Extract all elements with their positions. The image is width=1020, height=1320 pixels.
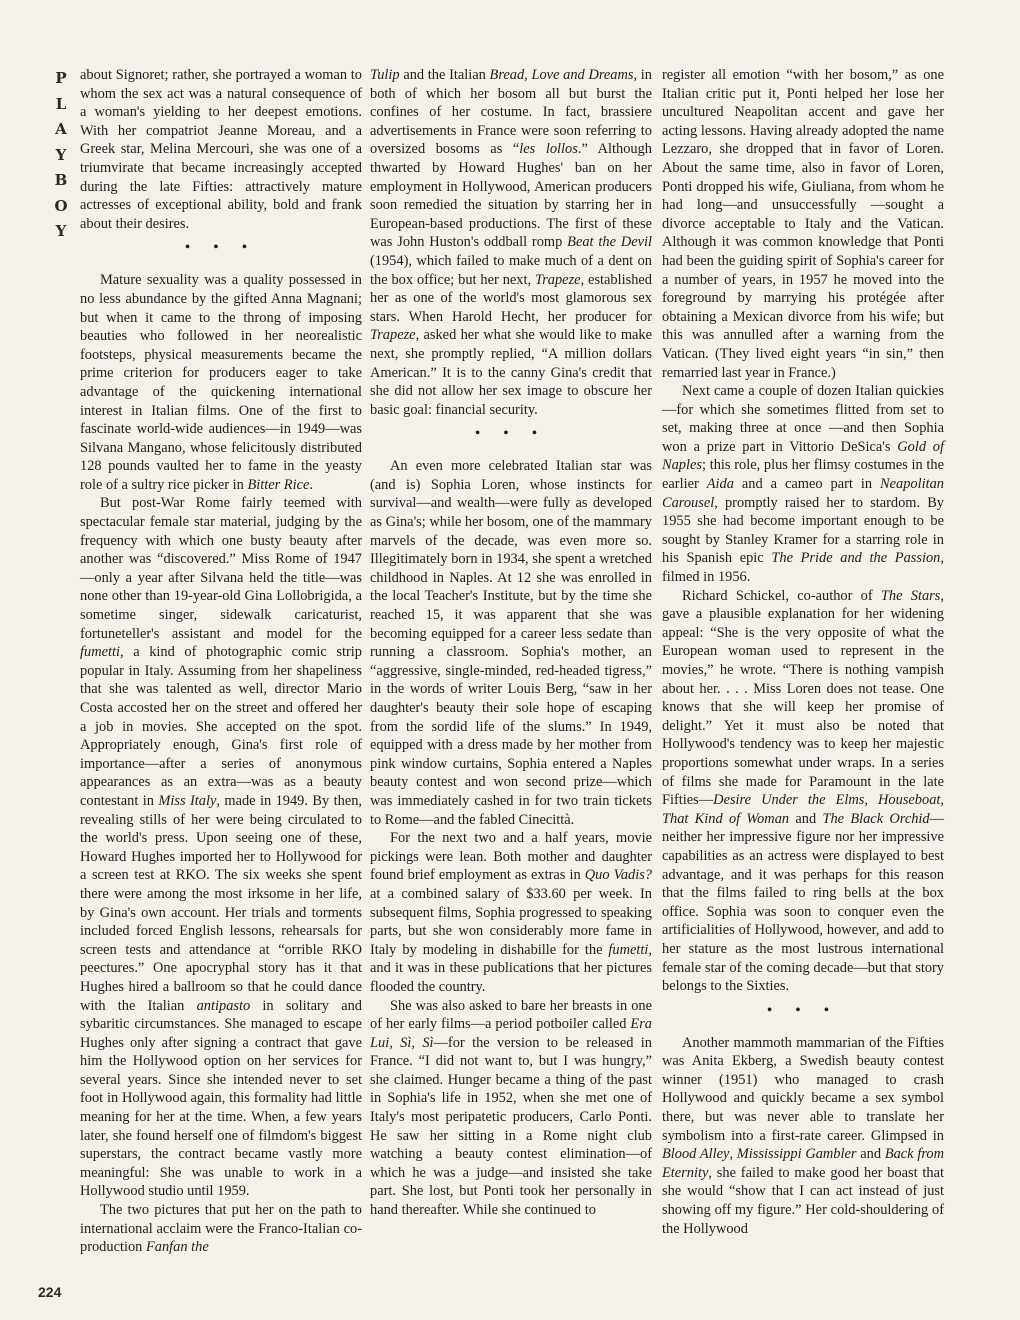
section-separator: • • • [767,1002,839,1018]
article-paragraph: register all emotion “with her bosom,” as one Italian critic put it, Ponti helped her lose her uncultured Neapolitan accent and gave her acting lessons. Having already adopted the name Lezzaro, she dropped that in favor of Loren. About the same time, also in favor of Loren, Ponti dropped his wife, Giuliana, from whom he had long—and unsuccessfully —sought a divorce acceptable to Italy and the Vatican. Although it was common knowledge that Ponti had been the guiding spirit of Sophia's career for a number of years, in 1957 he moved into the foreground by marrying his protégée after obtaining a Mexican divorce from his wife; but this was annulled after a warning from the Vatican. (They lived eight years “in sin,” then remarried last year in France.) [662,67,944,381]
page-number: 224 [38,1284,62,1300]
magazine-name-letter: P [55,69,67,87]
text-column-2 [370,66,652,1220]
magazine-name-letter: O [54,196,68,215]
text-column-1 [80,66,362,1257]
magazine-name-letter: B [54,171,68,189]
article-paragraph: Tulip and the Italian Bread, Love and Dreams, in both of which her bosom all but burst the confines of her costume. In fact, brassiere advertisements in France were soon referring to oversized bosoms as “les lollos.” Although thwarted by Howard Hughes' ban on her employment in Hollywood, American producers soon remedied the situation by starring her in European-based productions. The first of these was John Huston's oddball romp Beat the Devil (1954), which failed to make much of a dent on the box office; but her next, Trapeze, established her as one of the world's most glamorous sex stars. When Harold Hecht, her producer for Trapeze, asked her what she would like to make next, she promptly replied, “A million dollars American.” It is to the canny Gina's credit that she did not allow her sex image to obscure her basic goal: financial security. [370,67,653,418]
article-paragraph: But post-War Rome fairly teemed with spectacular female star material, judging by the frequency with which one busty beauty after another was “discovered.” Miss Rome of 1947—only a year after Silvana held the title—was none other than 19-year-old Gina Lollobrigida, a sometime singer, sidewalk caricaturist, fortuneteller's assistant and model for the fumetti, a kind of photographic comic strip popular in Italy. Assuming from her shapeliness that she was talented as well, director Mario Costa accosted her on the street and offered her a job in movies. She accepted on the spot. Appropriately enough, Gina's first role of importance—after a series of anonymous appearances as an extra—was as a beauty contestant in Miss Italy, made in 1949. By then, revealing stills of her were being circulated to the world's press. Upon seeing one of these, Howard Hughes imported her to Hollywood for a screen test at RKO. The six weeks she spent there were among the most irksome in her life, by Gina's own account. Her trials and torments included forced English lessons, rehearsals for screen tests and attendance at “orrible RKO peectures.” One apocryphal story has it that Hughes hired a ballroom so that he could dance with the Italian antipasto in solitary and sybaritic circumstances. She managed to escape Hughes only after signing a contract that gave him the Hollywood option on her services for several years. Since she intended never to set foot in Hollywood again, this formality had little meaning for her at the time. When, a few years later, she found herself one of filmdom's biggest superstars, the contract became vastly more meaningful: She was unable to work in a Hollywood studio until 1959. [80,495,362,1200]
article-paragraph: She was also asked to bare her breasts in one of her early films—a period potboiler called Era Lui, Sì, Sì—for the version to be released in France. “I did not want to, but I was hungry,” she claimed. Hunger became a thing of the past in Sophia's life in 1952, when she met one of Italy's most peripatetic producers, Carlo Ponti. He saw her sitting in a Rome night club watching a beauty contest elimination—of which he was a judge—and insisted she take part. She lost, but Ponti took her personally in hand thereafter. While she continued to [370,997,652,1219]
magazine-name-letter: Y [55,145,67,164]
magazine-name-letter: Y [55,222,67,240]
article-paragraph: The two pictures that put her on the path to international acclaim were the Franco-Italian co-production Fanfan the [80,1202,362,1256]
magazine-name-vertical [50,66,72,245]
text-column-3 [662,66,944,1238]
article-paragraph: Another mammoth mammarian of the Fifties was Anita Ekberg, a Swedish beauty contest winner (1951) who managed to crash Hollywood and quickly became a sex symbol there, but was never able to translate her symbolism into a first-rate career. Glimpsed in Blood Alley, Mississippi Gambler and Back from Eternity, she failed to make good her boast that she would “show that I can act instead of just showing off my figure.” Her cold-shouldering of the Hollywood [662,1034,944,1237]
section-separator: • • • [475,426,547,442]
magazine-name-letter: A [55,120,67,138]
section-separator: • • • [185,240,257,256]
article-paragraph: Richard Schickel, co-author of The Stars, gave a plausible explanation for her widening appeal: “She is the very opposite of what the European woman used to represent in the movies,” he wrote. “There is nothing vampish about her. . . . Miss Loren does not tease. One knows that she will keep her promise of delight.” Yet it must also be noted that Hollywood's tendency was to keep her majestic proportions somewhat under wraps. In a series of films she made for Paramount in the late Fifties—Desire Under the Elms, Houseboat, That Kind of Woman and The Black Orchid—neither her impressive figure nor her impressive capabilities as an actress were displayed to best advantage, and it was perhaps for this reason that the films failed to ring bells at the box office. Sophia was soon to conquer even the artificialities of Hollywood, however, and add to her stature as the most lustrous international female star of the coming decade—but that story belongs to the Sixties. [662,587,944,995]
article-paragraph: For the next two and a half years, movie pickings were lean. Both mother and daughter found brief employment as extras in Quo Vadis? at a combined salary of $33.60 per week. In subsequent films, Sophia progressed to speaking parts, but she won considerably more fame in Italy by modeling in dishabille for the fumetti, and it was in these publications that her pictures flooded the country. [370,830,652,995]
article-paragraph: An even more celebrated Italian star was (and is) Sophia Loren, whose instincts for survival—and wealth—were fully as developed as Gina's; while her bosom, one of the mammary marvels of the decade, was even more so. Illegitimately born in 1934, she spent a wretched childhood in Naples. At 12 she was enrolled in the local Teacher's Institute, but by the time she reached 15, it was apparent that she was becoming equipped for a career less sedate than running a classroom. Sophia's mother, an “aggressive, single-minded, red-headed tigress,” in the words of writer Louis Berg, “saw in her daughter's beauty their sole hope of escaping from the sordid life of the slums.” In 1949, equipped with a dress made by her mother from pink window curtains, Sophia entered a Naples beauty contest and won second prize—which was immediately cashed in for two train tickets to Rome—and the fabled Cinecittà. [370,458,652,828]
article-paragraph: about Signoret; rather, she portrayed a woman to whom the sex act was a natural consequence of a woman's yielding to her deepest emotions. With her compatriot Jeanne Moreau, and a Greek star, Melina Mercouri, she was one of a triumvirate that became increasingly accepted during the late Fifties: attractively mature actresses of exceptional ability, bold and frank about their desires. [80,67,362,232]
article-paragraph: Next came a couple of dozen Italian quickies—for which she sometimes flitted from set to set, making three at once —and then Sophia won a prize part in Vittorio DeSica's Gold of Naples; this role, plus her flimsy costumes in the earlier Aida and a cameo part in Neapolitan Carousel, promptly raised her to stardom. By 1955 she had become important enough to be sought by Stanley Kramer for a starring role in his Spanish epic The Pride and the Passion, filmed in 1956. [662,383,945,586]
article-paragraph: Mature sexuality was a quality possessed in no less abundance by the gifted Anna Magnani; but when it came to the throng of imposing beauties who followed in her neorealistic footsteps, physical measurements became the prime criterion for producers eager to take advantage of the quickening international interest in Italian films. One of the first to fascinate world-wide audiences—in 1949—was Silvana Mangano, whose felicitously distributed 128 pounds vaulted her to fame in the yeasty role of a sultry rice picker in Bitter Rice. [80,272,362,493]
magazine-name-letter: L [55,94,67,113]
